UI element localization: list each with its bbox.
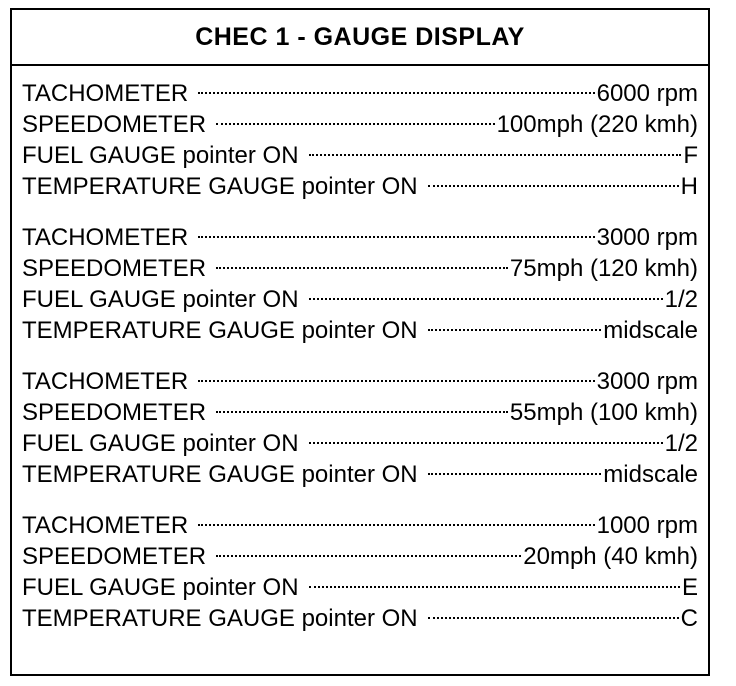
- check-group-1: [22, 70, 698, 200]
- row-value: 1/2: [664, 286, 698, 313]
- row-label: SPEEDOMETER: [22, 255, 207, 282]
- row-value: 1000 rpm: [596, 512, 698, 539]
- check-group-4: [22, 502, 698, 632]
- row-value: midscale: [603, 317, 698, 344]
- dot-leader: [309, 420, 665, 451]
- dot-leader: [428, 451, 604, 482]
- row-value: 6000 rpm: [596, 80, 698, 107]
- dot-leader: [216, 245, 510, 276]
- row-value: F: [683, 142, 698, 169]
- dot-leader: [428, 163, 681, 194]
- row-label: FUEL GAUGE pointer ON: [22, 430, 299, 457]
- row-value: 3000 rpm: [596, 368, 698, 395]
- gauge-display-table: [10, 8, 710, 676]
- row-value: 20mph (40 kmh): [523, 543, 698, 570]
- row-label: FUEL GAUGE pointer ON: [22, 574, 299, 601]
- row-value: 75mph (120 kmh): [509, 255, 698, 282]
- dot-leader: [198, 214, 596, 245]
- row-label: TACHOMETER: [22, 368, 189, 395]
- row-label: TACHOMETER: [22, 224, 189, 251]
- dot-leader: [216, 101, 497, 132]
- row-label: SPEEDOMETER: [22, 399, 207, 426]
- row-label: FUEL GAUGE pointer ON: [22, 286, 299, 313]
- dot-leader: [428, 307, 604, 338]
- row-value: 100mph (220 kmh): [496, 111, 698, 138]
- page-title: CHEC 1 - GAUGE DISPLAY: [195, 22, 525, 51]
- row-label: SPEEDOMETER: [22, 543, 207, 570]
- check-group-3: [22, 358, 698, 488]
- row-value: midscale: [603, 461, 698, 488]
- row-label: TEMPERATURE GAUGE pointer ON: [22, 605, 418, 632]
- table-row: [22, 214, 698, 251]
- row-value: 55mph (100 kmh): [509, 399, 698, 426]
- row-label: FUEL GAUGE pointer ON: [22, 142, 299, 169]
- dot-leader: [309, 276, 665, 307]
- dot-leader: [428, 595, 681, 626]
- row-label: TEMPERATURE GAUGE pointer ON: [22, 317, 418, 344]
- dot-leader: [216, 533, 523, 564]
- dot-leader: [198, 358, 596, 389]
- dot-leader: [309, 564, 682, 595]
- row-value: 1/2: [664, 430, 698, 457]
- dot-leader: [198, 70, 596, 101]
- table-row: [22, 502, 698, 539]
- dot-leader: [216, 389, 510, 420]
- dot-leader: [309, 132, 684, 163]
- row-value: E: [681, 574, 698, 601]
- row-value: H: [680, 173, 698, 200]
- table-row: [22, 358, 698, 395]
- title-bar: [12, 10, 708, 66]
- row-value: C: [680, 605, 698, 632]
- row-label: TACHOMETER: [22, 512, 189, 539]
- table-row: [22, 70, 698, 107]
- table-body: [12, 66, 708, 632]
- dot-leader: [198, 502, 596, 533]
- row-value: 3000 rpm: [596, 224, 698, 251]
- row-label: TEMPERATURE GAUGE pointer ON: [22, 461, 418, 488]
- row-label: TACHOMETER: [22, 80, 189, 107]
- row-label: SPEEDOMETER: [22, 111, 207, 138]
- check-group-2: [22, 214, 698, 344]
- row-label: TEMPERATURE GAUGE pointer ON: [22, 173, 418, 200]
